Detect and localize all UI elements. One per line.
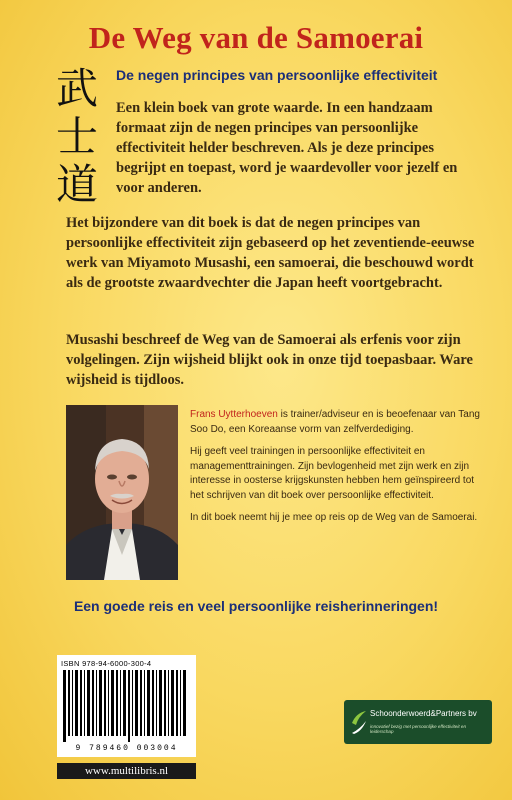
- isbn-barcode: [57, 655, 196, 757]
- body-paragraph-3: Musashi beschreef de Weg van de Samoerai als erfenis voor zijn volgelingen. Zijn wijsheid blijkt ook in onze tijd toepasbaar. Ware wijsheid is tijdloos.: [66, 332, 473, 388]
- barcode-bar: [171, 670, 174, 736]
- author-bio-paragraph-3: In dit boek neemt hij je mee op reis op de Weg van de Samoerai.: [190, 512, 478, 523]
- author-bio-paragraph-2: Hij geeft veel trainingen in persoonlijke effectiviteit en managementtrainingen. Zijn bevlogenheid met zijn werk en zijn interesse in oosterse krijgskunsten hebben hem geïnspireerd tot het schrijven van dit boek over persoonlijke effectiviteit.: [190, 446, 475, 501]
- barcode-bar: [123, 670, 126, 736]
- barcode-bar: [120, 670, 121, 736]
- kanji-column: [50, 66, 104, 210]
- barcode-bar: [68, 670, 70, 736]
- barcode-bar: [92, 670, 94, 736]
- author-name: Frans Uytterhoeven: [190, 409, 278, 420]
- body-paragraph-2: Het bijzondere van dit boek is dat de negen principes van persoonlijke effectiviteit zijn gebaseerd op het zeventiende-eeuwse werk van Miyamoto Musashi, een samoerai, die beschouwd wordt als de grootste zwaardvechter die Japan heeft voortgebracht.: [66, 215, 475, 291]
- barcode-bar: [75, 670, 78, 736]
- barcode-bar: [183, 670, 186, 736]
- publisher-name: Schoonderwoerd&Partners bv: [370, 709, 477, 718]
- barcode-bar: [140, 670, 142, 736]
- barcode-bar: [135, 670, 138, 736]
- book-title: De Weg van de Samoerai: [88, 20, 424, 55]
- barcode-bar: [180, 670, 181, 736]
- kanji-do: 道: [55, 160, 98, 209]
- author-portrait-illustration: [66, 405, 178, 580]
- barcode-bar: [159, 670, 162, 736]
- barcode-bar: [147, 670, 150, 736]
- barcode-bar: [128, 670, 130, 742]
- kanji-shi: 士: [55, 112, 98, 161]
- barcode-bar: [72, 670, 73, 736]
- closing-tagline: Een goede reis en veel persoonlijke reisherinneringen!: [73, 598, 439, 614]
- barcode-bars: [63, 670, 190, 742]
- book-subtitle: De negen principes van persoonlijke effectiviteit: [116, 67, 438, 83]
- intro-paragraph: Een klein boek van grote waarde. In een handzaam formaat zijn de negen principes van persoonlijke effectiviteit helder beschreven. Als je deze principes begrijpt en toepast, word je waardevoller voor jezelf en voor anderen.: [116, 100, 458, 196]
- barcode-bar: [168, 670, 169, 736]
- barcode-bar: [164, 670, 166, 736]
- barcode-bar: [132, 670, 133, 736]
- barcode-bar: [116, 670, 118, 736]
- barcode-bar: [87, 670, 90, 736]
- website-url: www.multilibris.nl: [57, 763, 196, 779]
- barcode-bar: [84, 670, 85, 736]
- barcode-bar: [63, 670, 66, 742]
- barcode-bar: [99, 670, 102, 736]
- barcode-bar: [176, 670, 178, 736]
- publisher-tagline: innovatief bezig met persoonlijke effectiviteit en leiderschap: [370, 724, 467, 734]
- barcode-bar: [96, 670, 97, 736]
- author-photo: [66, 405, 178, 580]
- author-bio-paragraph-1: [190, 408, 490, 437]
- barcode-bar: [108, 670, 109, 736]
- author-bio-1-text: is trainer/adviseur en is beoefenaar van Tang Soo Do, een Koreaanse vorm van zelfverdediging.: [190, 409, 480, 435]
- kanji-bu: 武: [55, 64, 98, 113]
- publisher-swoosh-icon: [350, 709, 368, 735]
- barcode-bar: [152, 670, 154, 736]
- barcode-bar: [104, 670, 106, 736]
- isbn-text: ISBN 978-94-6000-300-4: [61, 659, 152, 668]
- barcode-number: 9 789460 003004: [75, 744, 178, 753]
- barcode-bar: [80, 670, 82, 736]
- publisher-logo: [344, 700, 492, 744]
- author-bio: [190, 408, 490, 534]
- barcode-bar: [156, 670, 157, 736]
- barcode-bar: [144, 670, 145, 736]
- barcode-bar: [111, 670, 114, 736]
